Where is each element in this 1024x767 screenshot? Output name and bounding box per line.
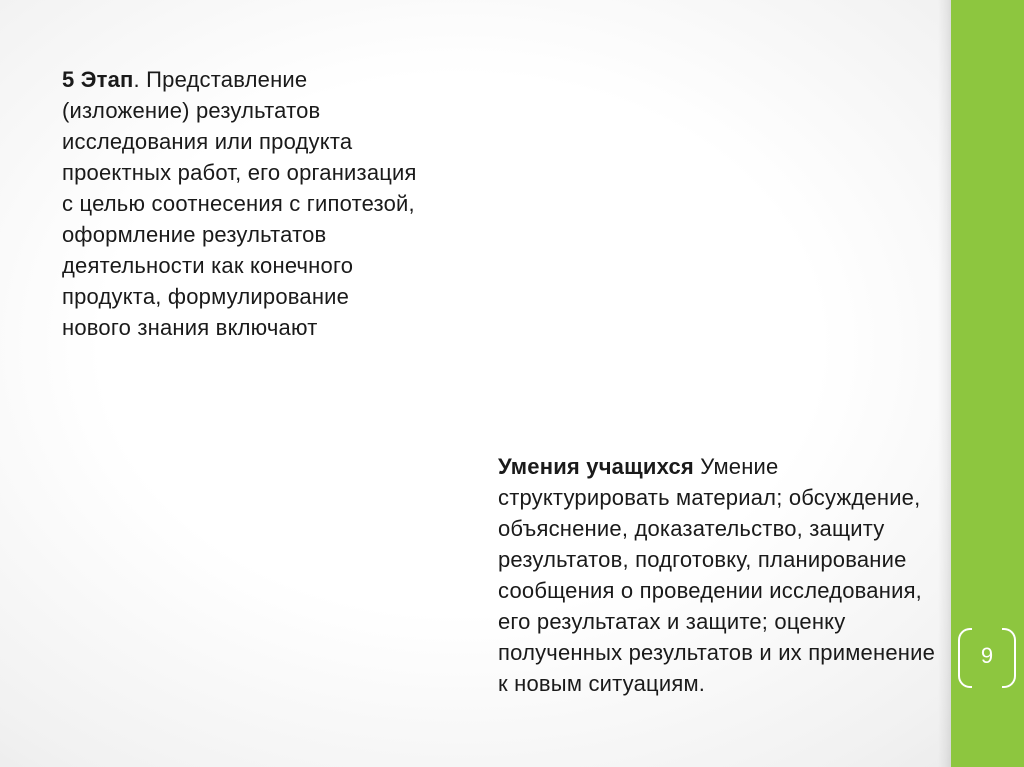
skills-description [498, 451, 943, 699]
stage-heading: 5 Этап [62, 67, 134, 92]
stage-description [62, 64, 422, 343]
skills-text: Умение структурировать материал; обсуждение, объяснение, доказательство, защиту результатов, подготовку, планирование сообщения о проведении исследования, его результатах и защите; оценку полученных результатов и их применение к новым ситуациям. [498, 454, 936, 696]
skills-heading: Умения учащихся [498, 454, 694, 479]
slide-number-badge [956, 628, 1018, 686]
right-brace-icon [1002, 628, 1016, 688]
slide-number: 9 [980, 643, 994, 668]
stage-text: . Представление (изложение) результатов исследования или продукта проектных работ, его организация с целью соотнесения с гипотезой, оформление результатов деятельности как конечного продукта, формулирование нового знания включают [62, 67, 417, 340]
